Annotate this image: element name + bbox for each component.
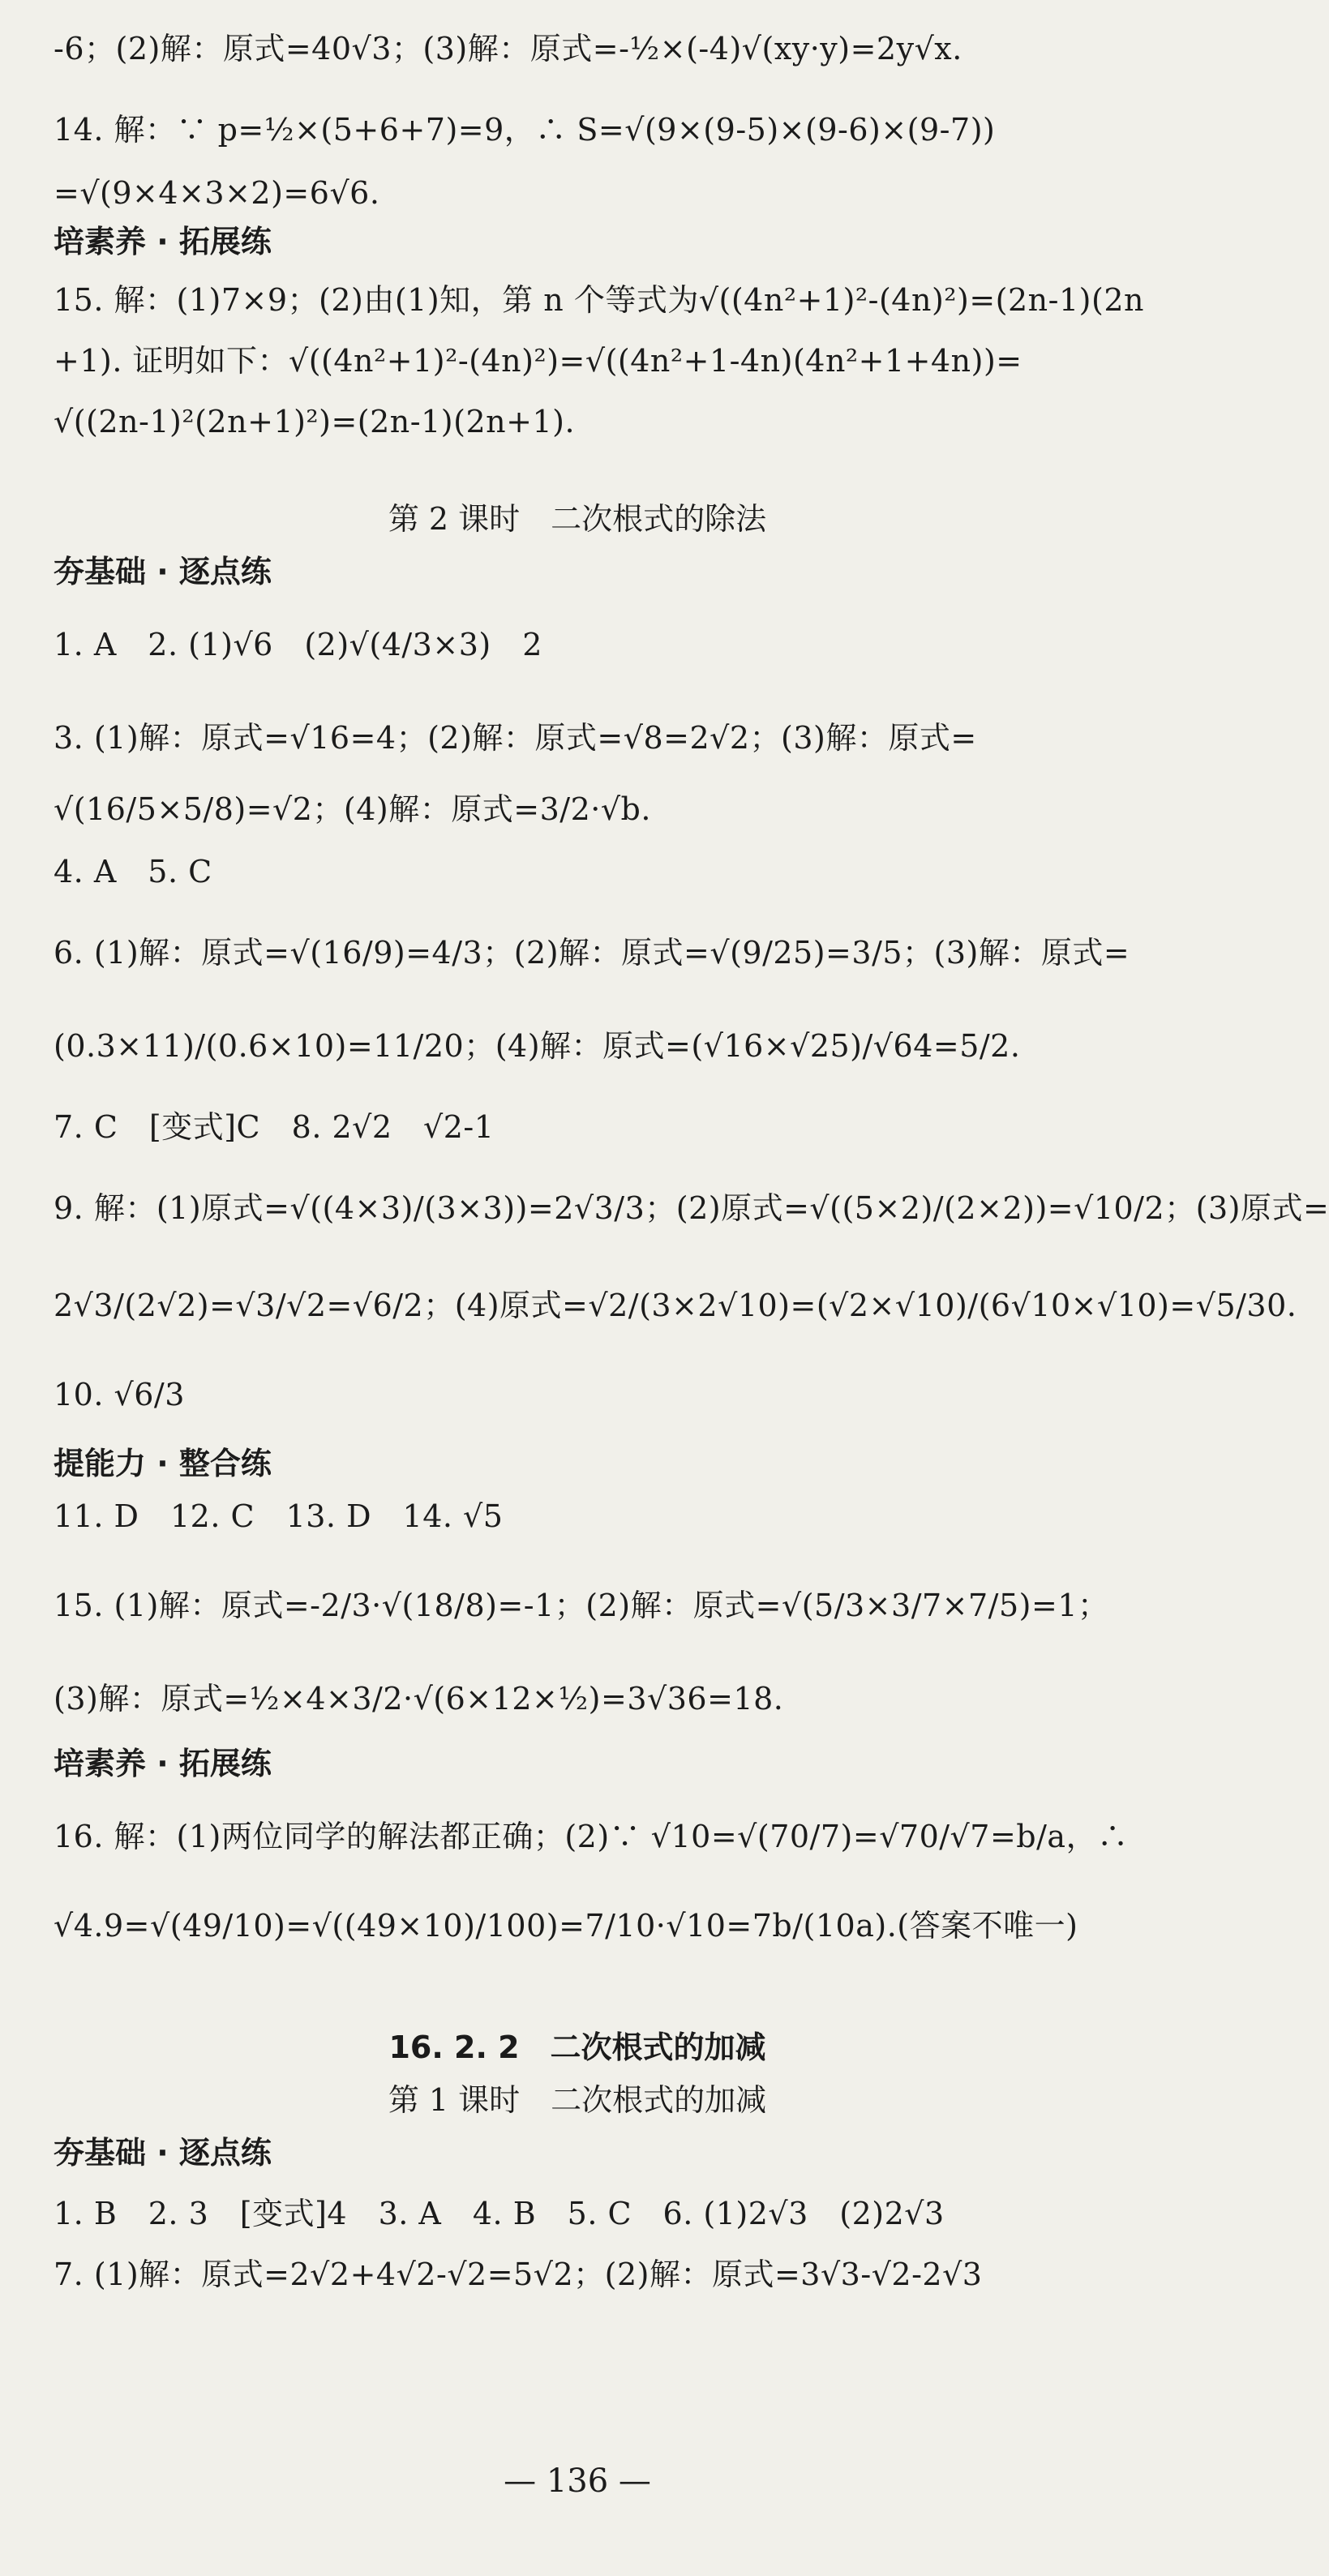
- answer-line: (3)解：原式=½×4×3/2·√(6×12×½)=3√36=18.: [54, 1681, 784, 1717]
- answer-line: √4.9=√(49/10)=√((49×10)/100)=7/10·√10=7b/(10a).(答案不唯一): [54, 1908, 1078, 1944]
- section-heading: 提能力 · 整合练: [54, 1446, 272, 1481]
- answer-line: +1). 证明如下：√((4n²+1)²-(4n)²)=√((4n²+1-4n)(4n²+1+4n))=: [54, 343, 1022, 379]
- answer-line: 15. (1)解：原式=-2/3·√(18/8)=-1；(2)解：原式=√(5/3×3/7×7/5)=1；: [54, 1588, 1109, 1623]
- page-number: — 136 —: [504, 2462, 651, 2500]
- section-heading: 夯基础 · 逐点练: [54, 2135, 272, 2171]
- answer-line: 14. 解：∵ p=½×(5+6+7)=9，∴ S=√(9×(9-5)×(9-6)×(9-7)): [54, 112, 996, 148]
- answer-line: 10. √6/3: [54, 1377, 185, 1412]
- lesson-heading: 第 1 课时 二次根式的加减: [388, 2082, 767, 2118]
- answer-line: 11. D 12. C 13. D 14. √5: [54, 1498, 504, 1534]
- answer-line: 3. (1)解：原式=√16=4；(2)解：原式=√8=2√2；(3)解：原式=: [54, 720, 977, 756]
- answer-line: (0.3×11)/(0.6×10)=11/20；(4)解：原式=(√16×√25)/√64=5/2.: [54, 1028, 1021, 1064]
- lesson-heading: 第 2 课时 二次根式的除法: [388, 501, 767, 537]
- answer-line: 9. 解：(1)原式=√((4×3)/(3×3))=2√3/3；(2)原式=√((5×2)/(2×2))=√10/2；(3)原式=: [54, 1190, 1329, 1226]
- answer-line: -6；(2)解：原式=40√3；(3)解：原式=-½×(-4)√(xy·y)=2y√x.: [54, 31, 962, 66]
- answer-line: =√(9×4×3×2)=6√6.: [54, 175, 380, 211]
- answer-line: 16. 解：(1)两位同学的解法都正确；(2)∵ √10=√(70/7)=√70/√7=b/a，∴: [54, 1819, 1129, 1854]
- answer-line: 6. (1)解：原式=√(16/9)=4/3；(2)解：原式=√(9/25)=3/5；(3)解：原式=: [54, 935, 1130, 971]
- answer-line: 7. C [变式]C 8. 2√2 √2-1: [54, 1109, 495, 1145]
- answer-line: 15. 解：(1)7×9；(2)由(1)知，第 n 个等式为√((4n²+1)²-(4n)²)=(2n-1)(2n: [54, 282, 1144, 318]
- section-heading: 培素养 · 拓展练: [54, 1746, 272, 1781]
- section-heading: 夯基础 · 逐点练: [54, 554, 272, 589]
- answer-line: √((2n-1)²(2n+1)²)=(2n-1)(2n+1).: [54, 404, 576, 439]
- answer-line: 7. (1)解：原式=2√2+4√2-√2=5√2；(2)解：原式=3√3-√2-2√3: [54, 2257, 983, 2292]
- section-heading: 培素养 · 拓展练: [54, 224, 272, 259]
- answer-line: 2√3/(2√2)=√3/√2=√6/2；(4)原式=√2/(3×2√10)=(√2×√10)/(6√10×√10)=√5/30.: [54, 1288, 1297, 1323]
- answer-line: √(16/5×5/8)=√2；(4)解：原式=3/2·√b.: [54, 791, 651, 827]
- answer-line: 1. A 2. (1)√6 (2)√(4/3×3) 2: [54, 627, 542, 662]
- section-title: 16. 2. 2 二次根式的加减: [388, 2030, 766, 2065]
- answer-line: 4. A 5. C: [54, 854, 212, 889]
- answer-line: 1. B 2. 3 [变式]4 3. A 4. B 5. C 6. (1)2√3 (2)2√3: [54, 2196, 945, 2231]
